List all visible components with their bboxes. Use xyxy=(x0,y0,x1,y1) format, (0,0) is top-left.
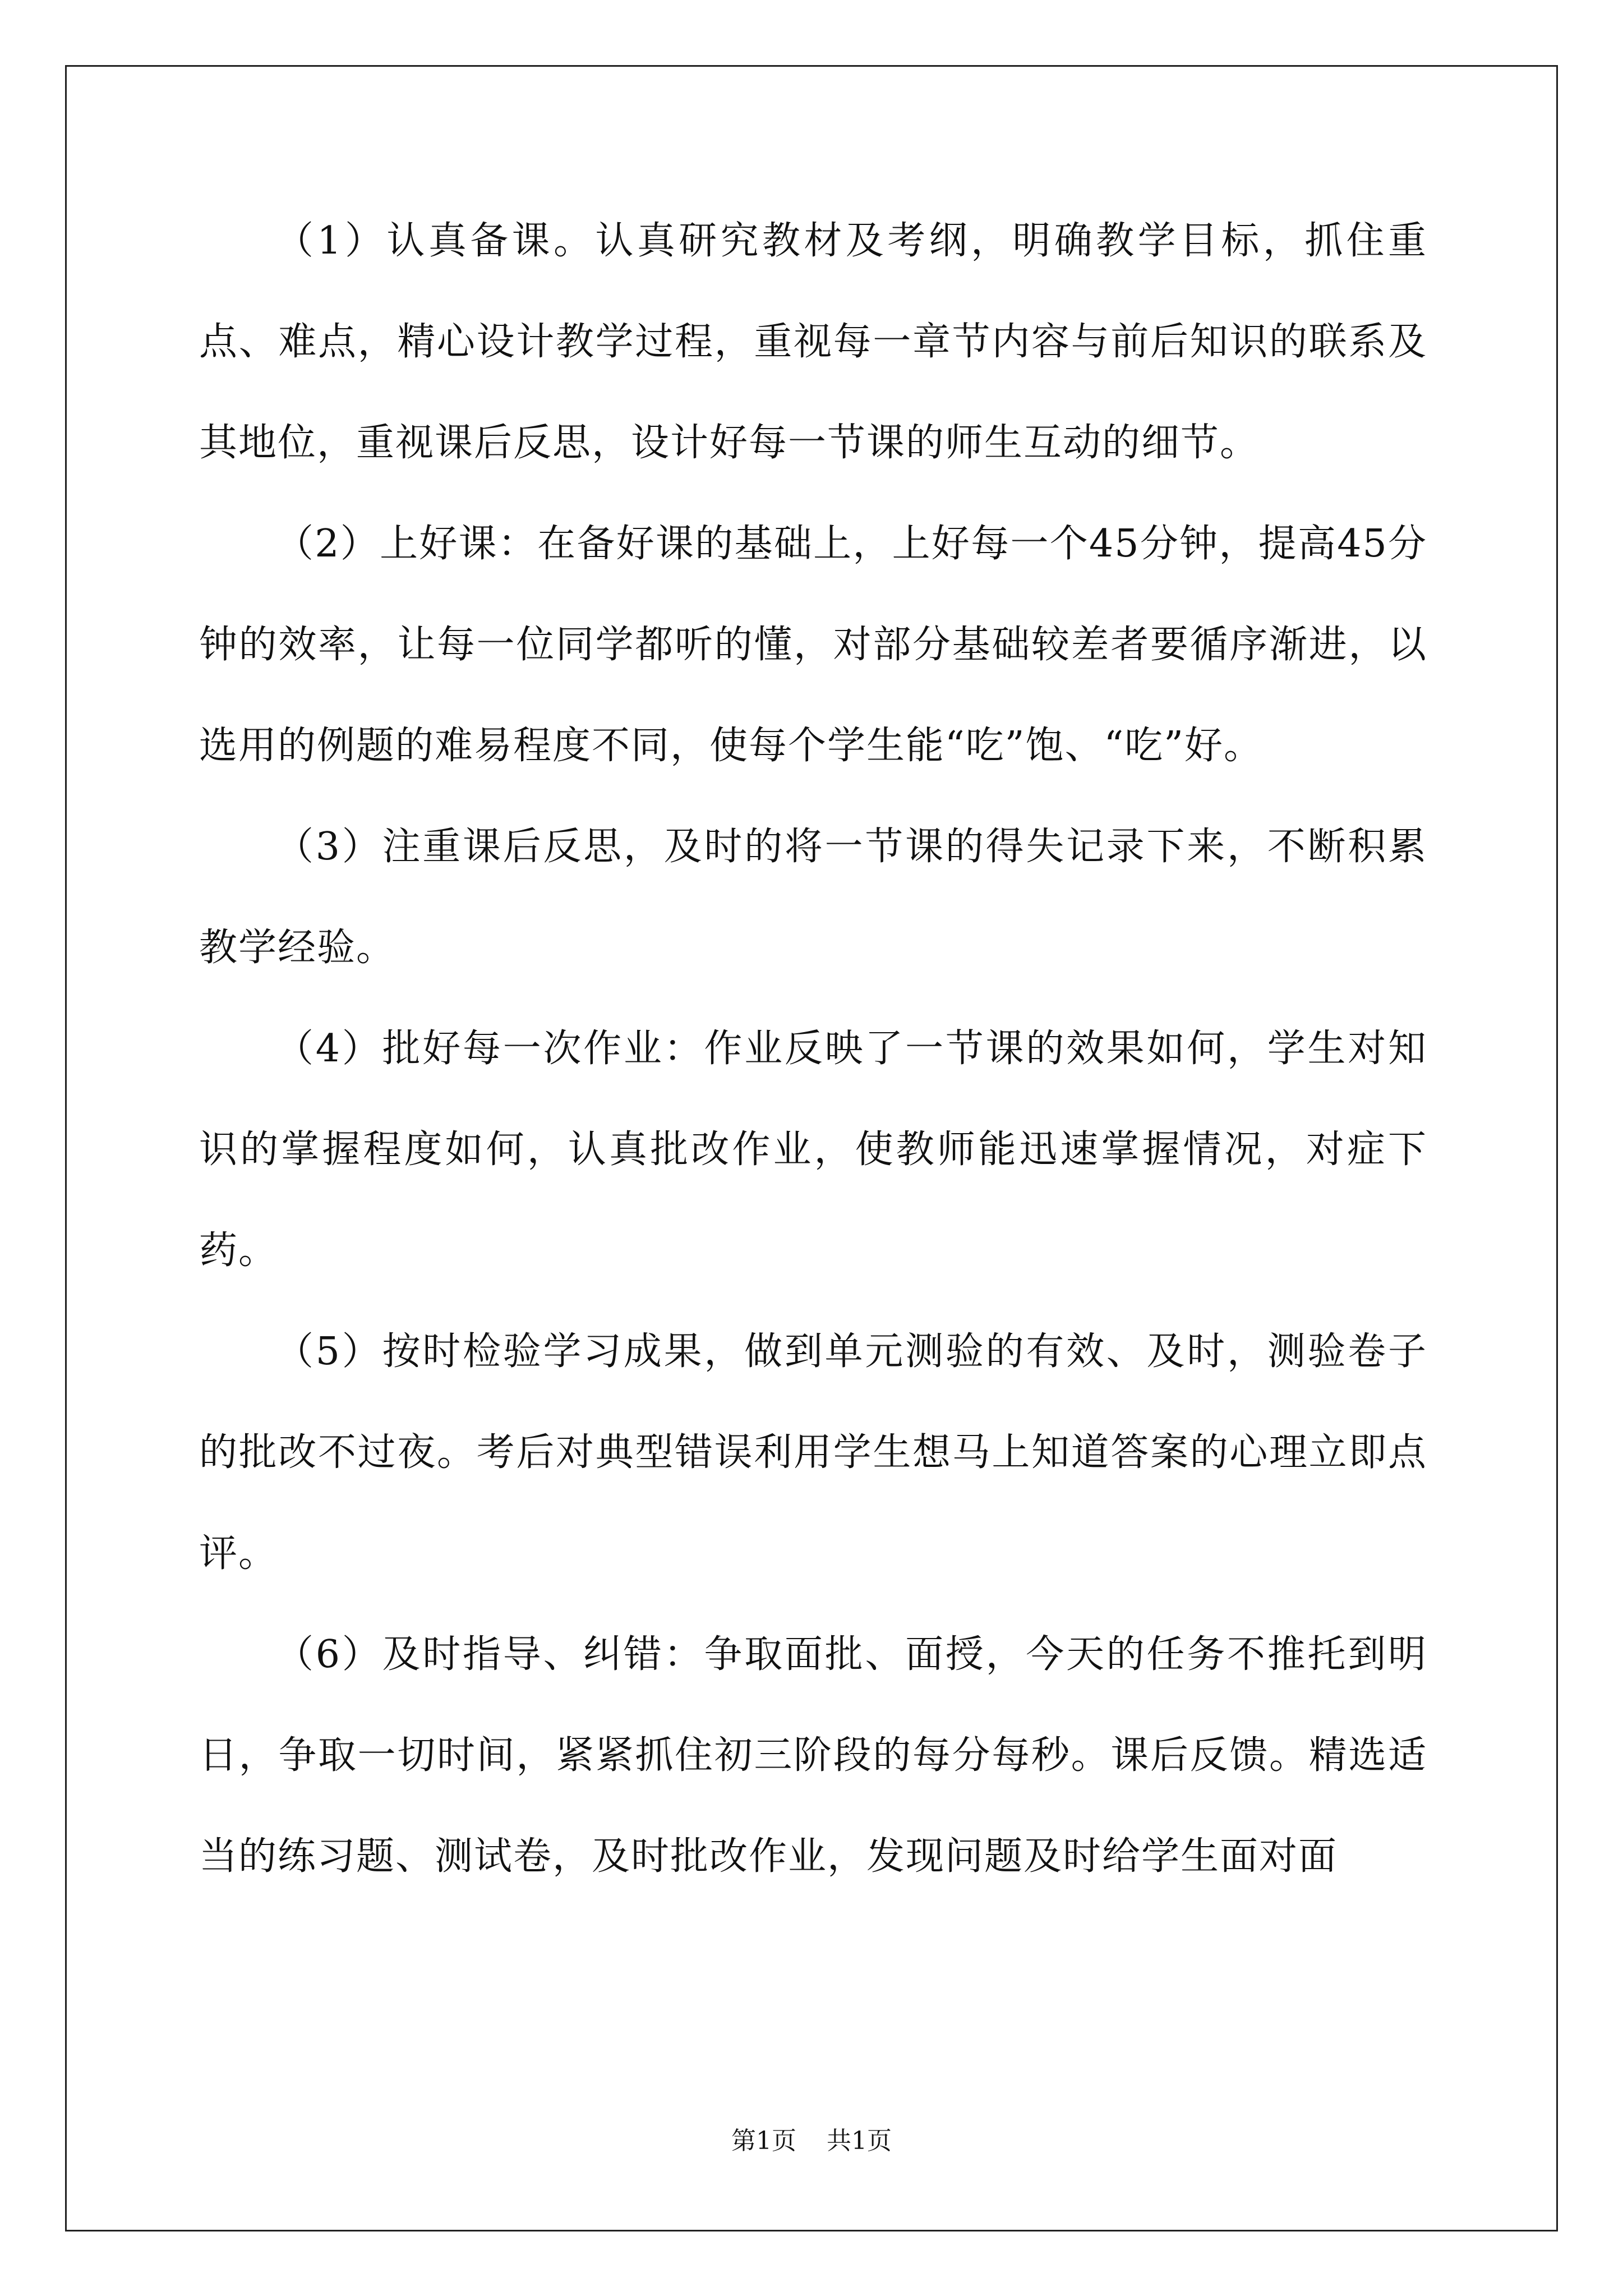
page-number-total: 共1页 xyxy=(827,2127,892,2155)
document-body xyxy=(199,191,1427,1907)
paragraph-3: （3）注重课后反思，及时的将一节课的得失记录下来，不断积累教学经验。 xyxy=(199,825,1427,970)
paragraph-2: （2）上好课：在备好课的基础上，上好每一个45分钟，提高45分钟的效率，让每一位同学都听的懂，对部分基础较差者要循序渐进，以选用的例题的难易程度不同，使每个学生能“吃”饱、“吃”好。 xyxy=(199,522,1427,768)
paragraph-5: （5）按时检验学习成果，做到单元测验的有效、及时，测验卷子的批改不过夜。考后对典型错误利用学生想马上知道答案的心理立即点评。 xyxy=(199,1329,1427,1576)
paragraph-6: （6）及时指导、纠错：争取面批、面授，今天的任务不推托到明日，争取一切时间，紧紧抓住初三阶段的每分每秒。课后反馈。精选适当的练习题、测试卷，及时批改作业，发现问题及时给学生面对面 xyxy=(199,1632,1427,1879)
paragraph-1: （1）认真备课。认真研究教材及考纲，明确教学目标，抓住重点、难点，精心设计教学过程，重视每一章节内容与前后知识的联系及其地位，重视课后反思，设计好每一节课的师生互动的细节。 xyxy=(199,219,1427,465)
page-footer xyxy=(0,2120,1623,2156)
page-number-current: 第1页 xyxy=(731,2127,796,2155)
paragraph-4: （4）批好每一次作业：作业反映了一节课的效果如何，学生对知识的掌握程度如何，认真批改作业，使教师能迅速掌握情况，对症下药。 xyxy=(199,1027,1427,1273)
